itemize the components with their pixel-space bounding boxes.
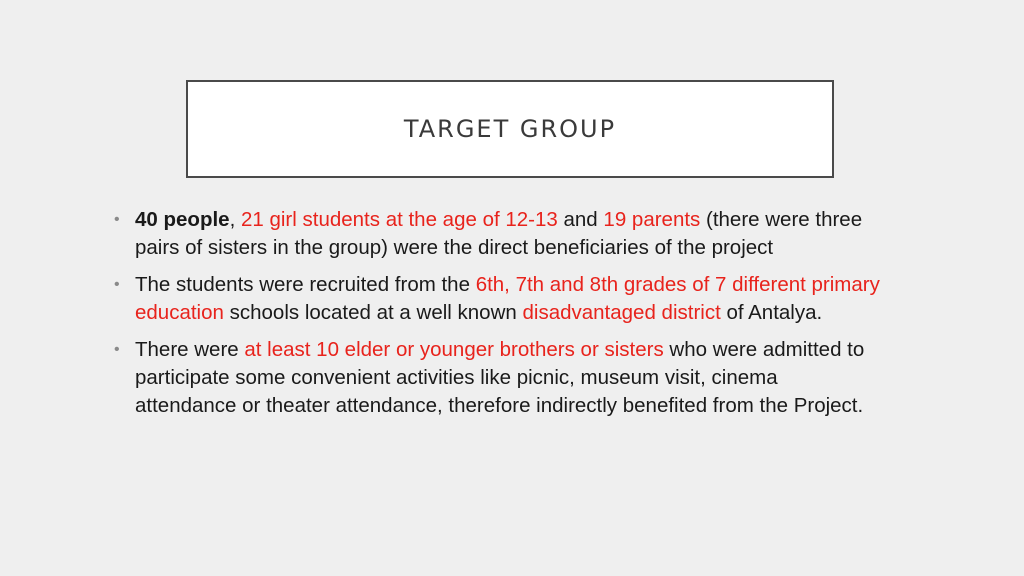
highlight-segment: 21 girl students at the age of 12-13 <box>240 208 558 231</box>
highlight-segment: at least 10 elder or younger brothers or sisters <box>244 338 664 361</box>
text-segment: schools located at a well known <box>223 301 523 324</box>
bullet-item <box>112 271 882 327</box>
bullet-icon: • <box>114 276 120 293</box>
text-segment: and <box>557 208 604 231</box>
text-segment: , <box>229 208 241 231</box>
slide-title: TARGET GROUP <box>403 115 617 143</box>
bullet-item <box>112 206 882 262</box>
text-segment: The students were recruited from the <box>135 273 476 296</box>
bullet-icon: • <box>114 341 120 358</box>
bullet-list <box>112 206 882 429</box>
text-segment: There were <box>135 338 245 361</box>
text-segment: who were admitted to participate some convenient activities like picnic, museum visit, cinema attendance or theater attendance, therefore indirectly benefited from the Project. <box>135 338 865 417</box>
highlight-segment: 19 parents <box>603 208 701 231</box>
highlight-segment: disadvantaged district <box>522 301 721 324</box>
highlight-segment: 6th, 7th and 8th grades of 7 different primary education <box>135 273 880 324</box>
text-segment: 40 people <box>135 208 230 231</box>
title-box <box>186 80 834 178</box>
text-segment: (there were three pairs of sisters in the group) were the direct beneficiaries of the project <box>135 208 863 259</box>
bullet-icon: • <box>114 211 120 228</box>
text-segment: of Antalya. <box>720 301 823 324</box>
bullet-item <box>112 336 882 420</box>
